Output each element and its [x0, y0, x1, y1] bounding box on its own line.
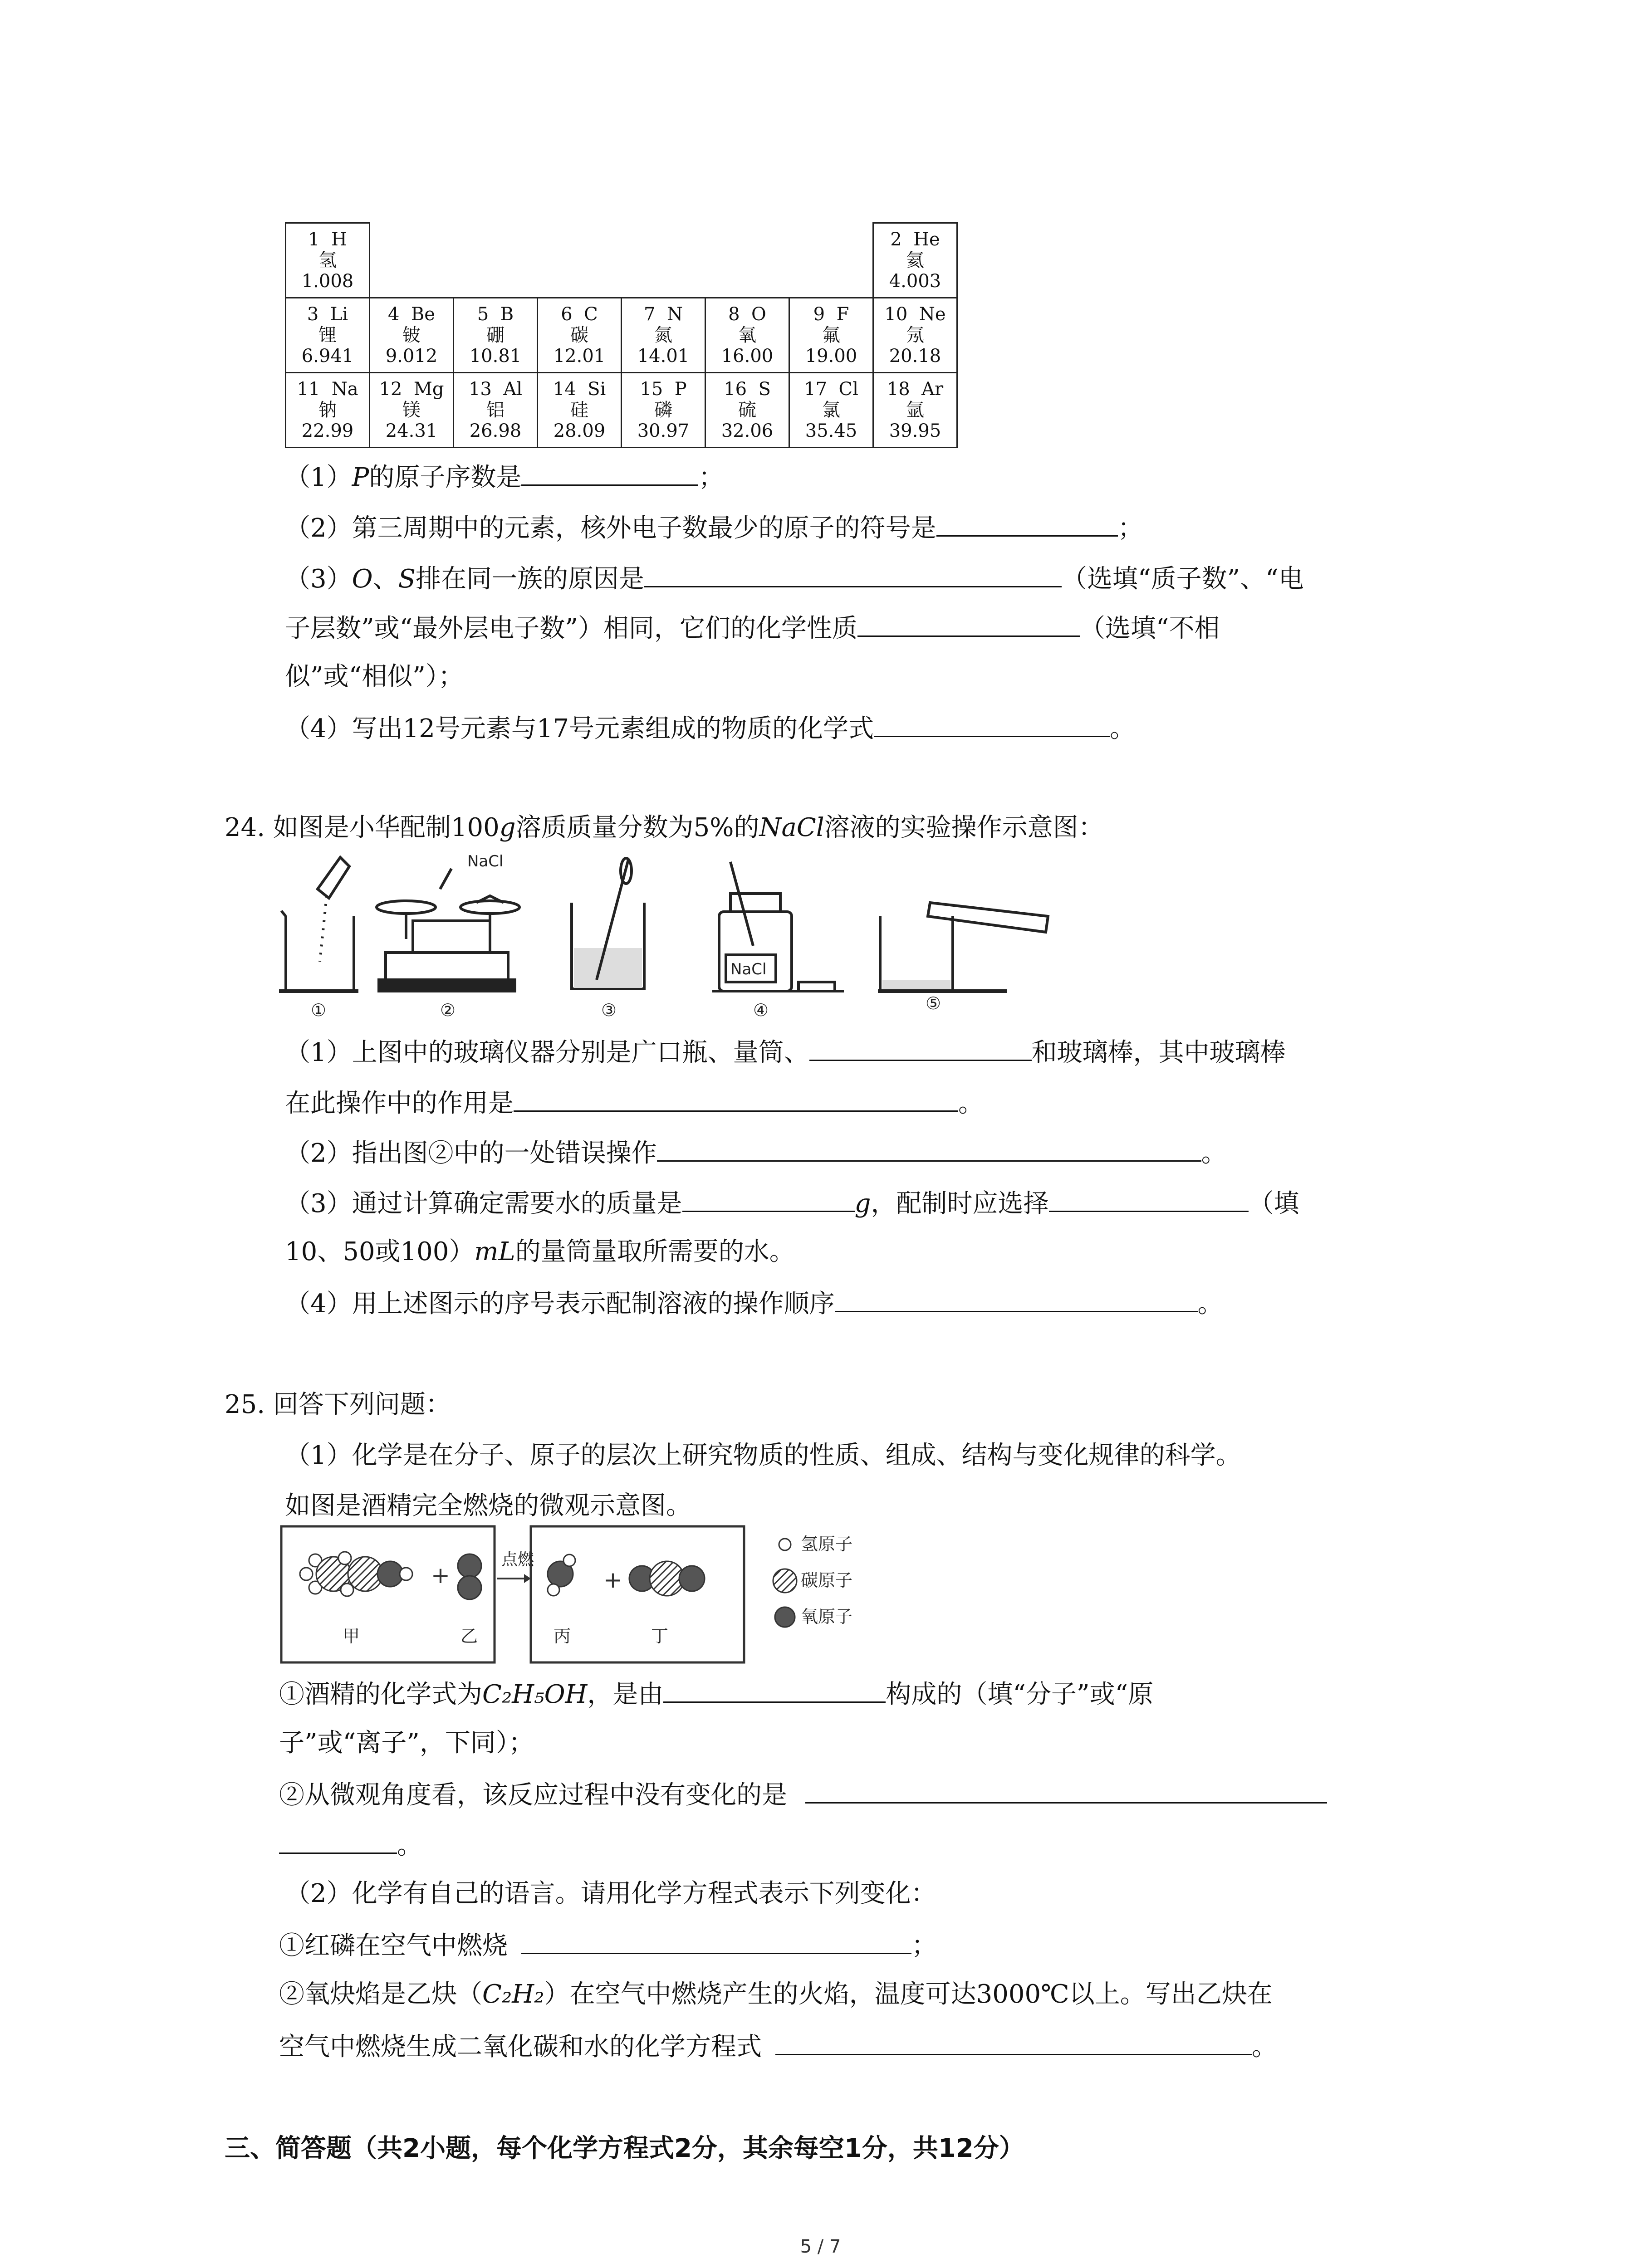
element-cell [622, 373, 705, 448]
element-mass: 24.31 [385, 420, 438, 441]
periodic-row [286, 373, 957, 448]
element-name: 氧 [738, 325, 756, 346]
q23-sub3: （3）O、S排在同一族的原因是 （选填“质子数”、“电 [285, 561, 1304, 596]
element-mass: 39.95 [889, 420, 941, 441]
element-mass: 14.01 [637, 346, 690, 367]
q24-sub1: （1）上图中的玻璃仪器分别是广口瓶、量筒、 和玻璃棒，其中玻璃棒 [285, 1034, 1286, 1070]
answer-blank[interactable] [279, 1827, 397, 1854]
element-mass: 9.012 [385, 346, 438, 367]
legend-c: 碳原子 [801, 1570, 853, 1590]
fig-label-3: ③ [601, 1000, 617, 1020]
element-cell [286, 298, 370, 373]
element-cell [873, 298, 957, 373]
answer-blank[interactable] [835, 1286, 1198, 1312]
element-cell [622, 298, 705, 373]
element-name: 氖 [906, 325, 924, 346]
element-cell [538, 373, 622, 448]
element-number-symbol: 6 C [561, 304, 598, 325]
element-mass: 12.01 [553, 346, 606, 367]
label-yi: 乙 [460, 1626, 478, 1646]
q25-d1: ①红磷在空气中燃烧 ； [279, 1927, 937, 1963]
element-cell [538, 298, 622, 373]
element-name: 碳 [570, 325, 588, 346]
element-number-symbol: 16 S [724, 379, 771, 400]
element-name: 铝 [486, 400, 505, 420]
element-number-symbol: 14 Si [553, 379, 606, 400]
answer-blank[interactable] [514, 1085, 958, 1112]
element-name: 镁 [402, 400, 421, 420]
answer-blank[interactable] [857, 610, 1080, 637]
q24-sub1-cont: 在此操作中的作用是 。 [285, 1085, 984, 1120]
element-name: 铍 [402, 325, 421, 346]
fig-nacl-label-b: NaCl [730, 960, 767, 978]
element-number-symbol: 8 O [728, 304, 766, 325]
combustion-micro-figure [279, 1524, 1005, 1667]
element-cell [370, 298, 454, 373]
q23-sub3-cont: 子层数”或“最外层电子数”）相同，它们的化学性质 （选填“不相 [285, 610, 1220, 645]
answer-blank[interactable] [775, 2028, 1252, 2055]
q25-p1-cont: 如图是酒精完全燃烧的微观示意图。 [285, 1491, 691, 1520]
q24-sub2: （2）指出图②中的一处错误操作 。 [285, 1135, 1227, 1170]
element-cell [454, 373, 538, 448]
element-mass: 1.008 [301, 271, 354, 292]
fig-label-2: ② [440, 1000, 456, 1020]
element-cell [789, 373, 873, 448]
empty-cell [538, 223, 622, 298]
element-cell [789, 298, 873, 373]
element-number-symbol: 5 B [477, 304, 514, 325]
label-jia: 甲 [343, 1626, 360, 1646]
q23-sub4: （4）写出12号元素与17号元素组成的物质的化学式 。 [285, 710, 1135, 746]
element-cell [286, 223, 370, 298]
empty-cell [454, 223, 538, 298]
q24-sub3-cont: 10、50或100）mL的量筒量取所需要的水。 [285, 1237, 795, 1266]
element-mass: 32.06 [721, 420, 774, 441]
q25-c2-cont: 。 [279, 1827, 422, 1862]
element-number-symbol: 3 Li [307, 304, 348, 325]
periodic-row [286, 223, 957, 298]
element-cell [370, 373, 454, 448]
element-mass: 16.00 [721, 346, 774, 367]
answer-blank[interactable] [521, 1927, 911, 1954]
answer-blank[interactable] [663, 1676, 886, 1703]
svg-text:+: + [431, 1562, 450, 1589]
element-number-symbol: 17 Cl [804, 379, 858, 400]
element-name: 氩 [906, 400, 924, 420]
element-mass: 28.09 [553, 420, 606, 441]
fig-nacl-label-a: NaCl [467, 853, 504, 870]
q24-sub3: （3）通过计算确定需要水的质量是 g，配制时应选择 （填 [285, 1185, 1299, 1221]
element-mass: 22.99 [301, 420, 354, 441]
q25-stem: 25. 回答下列问题： [225, 1390, 451, 1419]
element-name: 钠 [318, 400, 337, 420]
answer-blank[interactable] [657, 1135, 1201, 1162]
legend-h: 氢原子 [801, 1534, 853, 1554]
element-name: 硫 [738, 400, 756, 420]
element-cell [705, 298, 789, 373]
element-number-symbol: 11 Na [297, 379, 358, 400]
element-number-symbol: 13 Al [468, 379, 523, 400]
empty-cell [705, 223, 789, 298]
element-cell [873, 223, 957, 298]
element-name: 氯 [822, 400, 840, 420]
element-number-symbol: 12 Mg [379, 379, 444, 400]
fig-label-5: ⑤ [926, 993, 941, 1013]
element-name: 硼 [486, 325, 505, 346]
element-mass: 19.00 [805, 346, 857, 367]
element-mass: 30.97 [637, 420, 690, 441]
empty-cell [370, 223, 454, 298]
element-cell [286, 373, 370, 448]
q25-p1: （1）化学是在分子、原子的层次上研究物质的性质、组成、结构与变化规律的科学。 [285, 1441, 1241, 1470]
element-name: 氦 [906, 250, 924, 271]
q25-d2-cont: 空气中燃烧生成二氧化碳和水的化学方程式 。 [279, 2028, 1277, 2064]
svg-text:+: + [603, 1567, 622, 1593]
element-number-symbol: 15 P [640, 379, 687, 400]
element-cell [705, 373, 789, 448]
element-number-symbol: 1 H [308, 229, 347, 250]
element-number-symbol: 4 Be [388, 304, 435, 325]
label-ding: 丁 [651, 1626, 669, 1646]
q23-sub1: （1）P的原子序数是 ； [285, 459, 724, 494]
answer-blank[interactable] [809, 1034, 1032, 1061]
element-mass: 4.003 [889, 271, 941, 292]
fig-label-1: ① [311, 1000, 327, 1020]
q24-experiment-figure [277, 853, 1066, 1021]
element-name: 磷 [654, 400, 672, 420]
page-number: 5 / 7 [800, 2236, 841, 2257]
q23-sub2: （2）第三周期中的元素，核外电子数最少的原子的符号是 ； [285, 510, 1143, 545]
q25-c1-cont: 子”或“离子”，下同）； [279, 1728, 534, 1758]
answer-blank[interactable] [682, 1185, 855, 1212]
element-number-symbol: 18 Ar [887, 379, 944, 400]
q25-d2: ②氧炔焰是乙炔（C₂H₂）在空气中燃烧产生的火焰，温度可达3000℃以上。写出乙炔在 [279, 1980, 1273, 2009]
element-number-symbol: 9 F [813, 304, 849, 325]
element-number-symbol: 7 N [644, 304, 683, 325]
empty-cell [789, 223, 873, 298]
q25-p2: （2）化学有自己的语言。请用化学方程式表示下列变化： [285, 1879, 936, 1908]
periodic-table [285, 222, 958, 448]
element-cell [873, 373, 957, 448]
q24-sub4: （4）用上述图示的序号表示配制溶液的操作顺序 。 [285, 1286, 1223, 1321]
element-name: 氢 [318, 250, 337, 271]
q25-c1: ①酒精的化学式为C₂H₅OH，是由 构成的（填“分子”或“原 [279, 1676, 1153, 1711]
empty-cell [622, 223, 705, 298]
element-mass: 26.98 [469, 420, 522, 441]
periodic-row [286, 298, 957, 373]
element-mass: 10.81 [469, 346, 522, 367]
arrow-label: 点燃 [501, 1550, 534, 1569]
element-name: 氟 [822, 325, 840, 346]
q25-c2: ②从微观角度看，该反应过程中没有变化的是 [279, 1777, 1327, 1812]
answer-blank[interactable] [874, 710, 1110, 737]
element-mass: 35.45 [805, 420, 857, 441]
element-name: 锂 [318, 325, 337, 346]
element-number-symbol: 2 He [890, 229, 940, 250]
answer-blank[interactable] [1049, 1185, 1249, 1212]
fig-label-4: ④ [753, 1000, 769, 1020]
answer-blank[interactable] [644, 561, 1062, 587]
label-bing: 丙 [554, 1626, 571, 1646]
element-number-symbol: 10 Ne [884, 304, 946, 325]
answer-blank[interactable] [521, 459, 698, 486]
legend-o: 氧原子 [801, 1607, 853, 1627]
answer-blank[interactable] [936, 510, 1118, 537]
q23-sub3-end: 似”或“相似”）； [285, 662, 464, 691]
q24-stem: 24. 如图是小华配制100g溶质质量分数为5%的NaCl溶液的实验操作示意图： [225, 813, 1104, 842]
answer-blank[interactable] [805, 1777, 1327, 1804]
element-cell [454, 298, 538, 373]
element-mass: 20.18 [889, 346, 941, 367]
section-3-heading: 三、简答题（共2小题，每个化学方程式2分，其余每空1分，共12分） [225, 2134, 1024, 2163]
element-mass: 6.941 [301, 346, 354, 367]
element-name: 氮 [654, 325, 672, 346]
element-name: 硅 [570, 400, 588, 420]
